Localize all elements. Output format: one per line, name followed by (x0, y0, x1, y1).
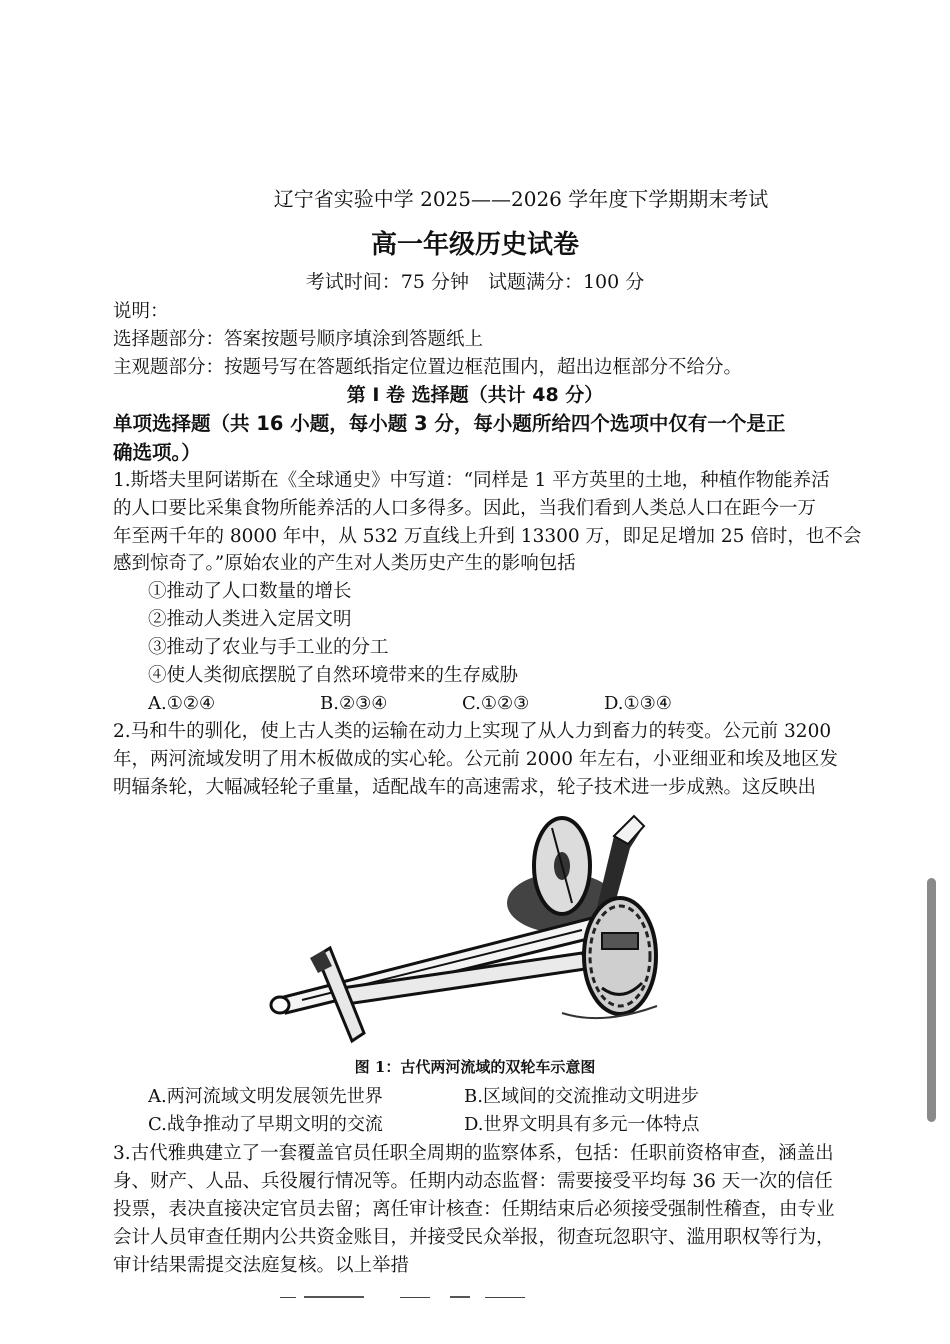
q1-item: ④使人类彻底摆脱了自然环境带来的生存威胁 (148, 665, 519, 686)
q1-stem-line: 的人口要比采集食物所能养活的人口多得多。因此，当我们看到人类总人口在距今一万 (113, 498, 817, 519)
figure-caption: 图 1：古代两河流域的双轮车示意图 (354, 1058, 596, 1076)
q1-stem-line: 感到惊奇了。”原始农业的产生对人类历史产生的影响包括 (113, 553, 576, 574)
q1-item: ②推动人类进入定居文明 (148, 609, 352, 630)
q1-option-d: D.①③④ (604, 693, 672, 714)
cut-off-next-line (200, 1288, 560, 1298)
q2-stem-line: 明辐条轮，大幅减轻轮子重量，适配战车的高速需求，轮子技术进一步成熟。这反映出 (113, 777, 817, 798)
exam-info: 考试时间：75 分钟 试题满分：100 分 (305, 271, 645, 293)
q2-option-d: D.世界文明具有多元一体特点 (464, 1114, 700, 1135)
q3-stem-line: 投票，表决直接决定官员去留；离任审计核查：任期结束后必须接受强制性稽查，由专业 (113, 1199, 835, 1220)
q1-stem-line: 年至两千年的 8000 年中，从 532 万直线上升到 13300 万，即足足增加 25 倍时，也不会 (113, 526, 862, 547)
q2-stem-line: 年，两河流域发明了用木板做成的实心轮。公元前 2000 年左右，小亚细亚和埃及地区发 (113, 749, 838, 770)
notes-label: 说明： (113, 301, 169, 322)
q1-stem-line: 1.斯塔夫里阿诺斯在《全球通史》中写道：“同样是 1 平方英里的土地，种植作物能养活 (113, 470, 830, 491)
q3-stem-line: 身、财产、人品、兵役履行情况等。任期内动态监督：需要接受平均每 36 天一次的信任 (113, 1171, 833, 1192)
section-instruction-2: 确选项。） (113, 441, 201, 464)
q3-stem-line: 会计人员审查任期内公共资金账目，并接受民众举报，彻查玩忽职守、滥用职权等行为， (113, 1227, 835, 1248)
school-exam-title: 辽宁省实验中学 2025——2026 学年度下学期期末考试 (273, 187, 769, 211)
notes-line-2: 主观题部分：按题号写在答题纸指定位置边框范围内，超出边框部分不给分。 (113, 357, 743, 378)
q1-option-b: B.②③④ (320, 693, 388, 714)
two-wheeled-cart-illustration (262, 808, 682, 1053)
vertical-scrollbar[interactable] (927, 878, 936, 1122)
notes-line-1: 选择题部分：答案按题号顺序填涂到答题纸上 (113, 329, 484, 350)
q1-item: ①推动了人口数量的增长 (148, 581, 352, 602)
q2-option-b: B.区域间的交流推动文明进步 (464, 1086, 699, 1107)
q3-stem-line: 审计结果需提交法庭复核。以上举措 (113, 1255, 410, 1276)
q2-option-a: A.两河流域文明发展领先世界 (148, 1086, 383, 1107)
q2-stem-line: 2.马和牛的驯化，使上古人类的运输在动力上实现了从人力到畜力的转变。公元前 3200 (113, 721, 832, 742)
q1-item: ③推动了农业与手工业的分工 (148, 637, 389, 658)
section-title: 第 Ⅰ 卷 选择题（共计 48 分） (346, 384, 604, 406)
q1-option-c: C.①②③ (462, 693, 530, 714)
paper-title: 高一年级历史试卷 (370, 230, 579, 260)
q3-stem-line: 3.古代雅典建立了一套覆盖官员任职全周期的监察体系，包括：任职前资格审查，涵盖出 (113, 1143, 834, 1164)
q2-option-c: C.战争推动了早期文明的交流 (148, 1114, 383, 1135)
section-instruction-1: 单项选择题（共 16 小题，每小题 3 分，每小题所给四个选项中仅有一个是正 (113, 412, 786, 435)
q1-option-a: A.①②④ (148, 693, 216, 714)
